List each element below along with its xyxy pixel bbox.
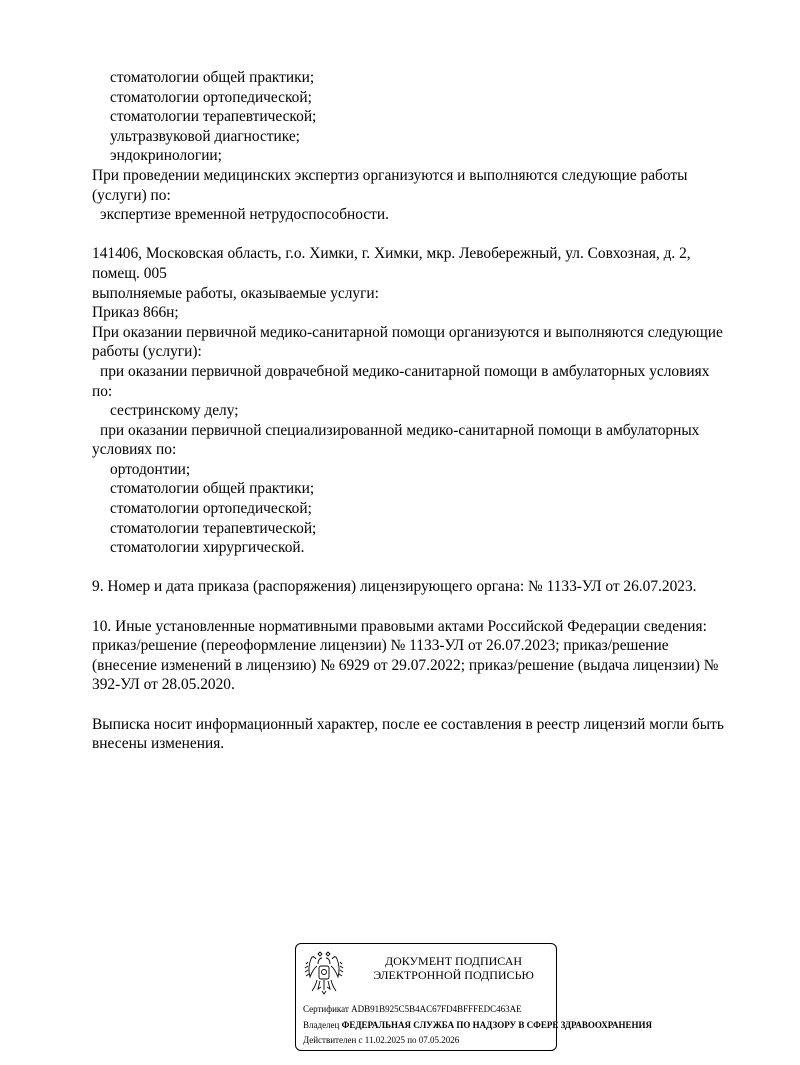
text-line: приказ/решение (переоформление лицензии) № 1133-УЛ от 26.07.2023; приказ/решение bbox=[92, 637, 669, 655]
text-line: ультразвуковой диагностике; bbox=[110, 127, 300, 145]
blank-line bbox=[92, 225, 762, 245]
coat-of-arms-icon bbox=[304, 950, 344, 996]
text-line: стоматологии хирургической. bbox=[110, 539, 305, 557]
text-line: стоматологии терапевтической; bbox=[110, 519, 317, 537]
text-line: помещ. 005 bbox=[92, 264, 167, 282]
text-line: эндокринологии; bbox=[110, 147, 222, 165]
text-line: ортодонтии; bbox=[110, 460, 191, 478]
stamp-validity: Действителен с 11.02.2025 по 07.05.2026 bbox=[303, 1035, 460, 1045]
text-line: при оказании первичной доврачебной медико-санитарной помощи в амбулаторных условиях bbox=[100, 362, 710, 380]
text-line: внесены изменения. bbox=[92, 735, 225, 753]
signature-stamp bbox=[295, 943, 653, 1051]
text-line: по: bbox=[92, 382, 113, 400]
text-line: сестринскому делу; bbox=[110, 402, 239, 420]
text-line: При проведении медицинских экспертиз организуются и выполняются следующие работы bbox=[92, 166, 688, 184]
blank-line bbox=[92, 558, 762, 578]
stamp-certificate: Сертификат ADB91B925C5B4AC67FD4BFFFEDC463AE bbox=[303, 1004, 522, 1014]
text-line: работы (услуги): bbox=[92, 343, 202, 361]
text-line: 141406, Московская область, г.о. Химки, г. Химки, мкр. Левобережный, ул. Совхозная, д. 2, bbox=[92, 245, 691, 263]
text-line: стоматологии терапевтической; bbox=[110, 108, 317, 126]
text-line: стоматологии общей практики; bbox=[110, 480, 315, 498]
document-body bbox=[92, 68, 762, 754]
text-line: 9. Номер и дата приказа (распоряжения) лицензирующего органа: № 1133-УЛ от 26.07.2023. bbox=[92, 578, 697, 596]
text-line: Приказ 866н; bbox=[92, 304, 179, 322]
text-line: стоматологии ортопедической; bbox=[110, 88, 312, 106]
text-line: Выписка носит информационный характер, после ее составления в реестр лицензий могли быть bbox=[92, 715, 724, 733]
blank-line bbox=[92, 597, 762, 617]
text-line: стоматологии ортопедической; bbox=[110, 500, 312, 518]
text-line: При оказании первичной медико-санитарной помощи организуются и выполняются следующие bbox=[92, 323, 723, 341]
text-line: экспертизе временной нетрудоспособности. bbox=[100, 206, 389, 224]
text-line: выполняемые работы, оказываемые услуги: bbox=[92, 284, 379, 302]
text-line: 392-УЛ от 28.05.2020. bbox=[92, 676, 235, 694]
stamp-owner: Владелец ФЕДЕРАЛЬНАЯ СЛУЖБА ПО НАДЗОРУ В СФЕРЕ ЗДРАВООХРАНЕНИЯ bbox=[303, 1019, 653, 1030]
text-line: (услуги) по: bbox=[92, 186, 171, 204]
text-line: (внесение изменений в лицензию) № 6929 от 29.07.2022; приказ/решение (выдача лицензии) № bbox=[92, 656, 719, 674]
stamp-title: ДОКУМЕНТ ПОДПИСАН ЭЛЕКТРОННОЙ ПОДПИСЬЮ bbox=[373, 954, 534, 982]
text-line: условиях по: bbox=[92, 441, 177, 459]
text-line: при оказании первичной специализированной медико-санитарной помощи в амбулаторных bbox=[100, 421, 700, 439]
text-line: стоматологии общей практики; bbox=[110, 69, 315, 86]
text-line: 10. Иные установленные нормативными правовыми актами Российской Федерации сведения: bbox=[92, 617, 707, 635]
stamp-details bbox=[303, 1002, 653, 1049]
blank-line bbox=[92, 695, 762, 715]
